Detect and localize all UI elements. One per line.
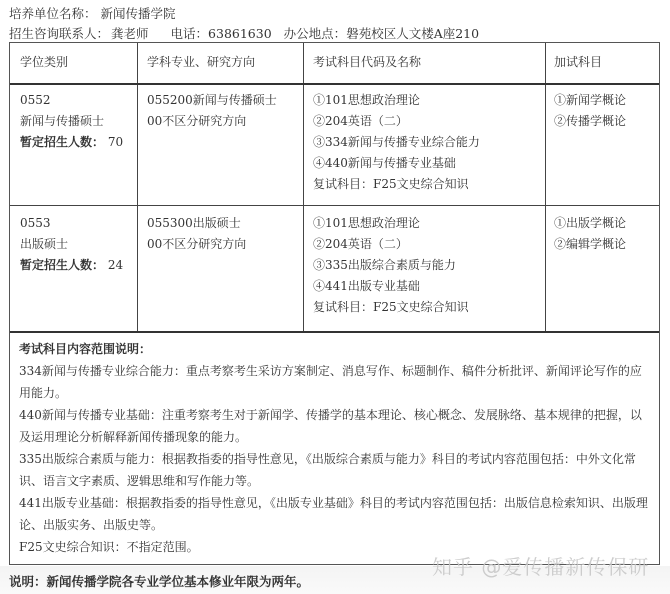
- row-divider: [10, 331, 659, 333]
- table-row-exams-cell: [313, 213, 469, 318]
- table-row-extra-cell: [554, 213, 626, 255]
- exam-subject: ①101思想政治理论: [313, 93, 420, 107]
- exam-subject: ③335出版综合素质与能力: [313, 258, 456, 272]
- degree-name: 新闻与传播硕士: [20, 114, 105, 128]
- retest-value: F25文史综合知识: [373, 300, 469, 314]
- office-label: 办公地点：: [283, 26, 347, 41]
- col-header-degree-type: 学位类别: [20, 55, 69, 69]
- note-item: 440新闻与传播专业基础：注重考察考生对于新闻学、传播学的基本理论、核心概念、发展脉络、基本规律的把握，以及运用理论分析解释新闻传播现象的能力。: [19, 408, 642, 444]
- exam-subject: ②204英语（二）: [313, 237, 408, 251]
- major-name: 055300出版硕士: [147, 216, 241, 230]
- quota-line: [20, 132, 123, 153]
- col-header-extra-subjects: 加试科目: [554, 55, 603, 69]
- extra-subject: ①新闻学概论: [554, 93, 627, 107]
- column-divider: [137, 43, 138, 332]
- table-row-major-cell: [147, 213, 246, 255]
- research-direction: 00不区分研究方向: [147, 237, 247, 251]
- degree-code: 0553: [20, 216, 51, 230]
- major-name: 055200新闻与传播硕士: [147, 93, 277, 107]
- exam-subject: ④441出版专业基础: [313, 279, 420, 293]
- quota-line: [20, 255, 123, 276]
- zhihu-watermark: 知乎 @爱传播新传保研: [432, 555, 650, 579]
- office-value: 磐苑校区人文楼A座210: [346, 26, 480, 41]
- research-direction: 00不区分研究方向: [147, 114, 247, 128]
- retest-line: [313, 297, 469, 318]
- retest-line: [313, 174, 480, 195]
- col-header-exam-subjects: 考试科目代码及名称: [313, 55, 422, 69]
- note-item: 441出版专业基础：根据教指委的指导性意见，《出版专业基础》科目的考试内容范围包括：出版信息检索知识、出版理论、出版实务、出版史等。: [19, 496, 648, 532]
- contact-label: 招生咨询联系人：: [9, 26, 110, 41]
- contact-line: [9, 24, 489, 42]
- footer-note: 说明：新闻传播学院各专业学位基本修业年限为两年。: [9, 574, 310, 589]
- col-header-major: 学科专业、研究方向: [147, 55, 256, 69]
- notes-title: 考试科目内容范围说明：: [19, 342, 152, 356]
- table-row-exams-cell: [313, 90, 480, 195]
- row-divider: [10, 205, 659, 206]
- quota-label: 暂定招生人数：: [20, 135, 105, 149]
- extra-subject: ②编辑学概论: [554, 237, 627, 251]
- contact-value: 龚老师: [111, 26, 149, 41]
- degree-name: 出版硕士: [20, 237, 69, 251]
- row-divider: [10, 83, 659, 85]
- column-divider: [303, 43, 304, 332]
- quota-label: 暂定招生人数：: [20, 258, 105, 272]
- note-item: 334新闻与传播专业综合能力：重点考察考生采访方案制定、消息写作、标题制作、稿件分析批评、新闻评论写作的应用能力。: [19, 364, 642, 400]
- table-row-extra-cell: [554, 90, 626, 132]
- exam-subject: ④440新闻与传播专业基础: [313, 156, 456, 170]
- table-row-major-cell: [147, 90, 277, 132]
- phone-label: 电话：: [170, 26, 209, 41]
- phone-value: 63861630: [208, 26, 272, 41]
- unit-label: 培养单位名称：: [9, 6, 97, 21]
- retest-label: 复试科目：: [313, 177, 374, 191]
- exam-subject: ③334新闻与传播专业综合能力: [313, 135, 480, 149]
- column-divider: [545, 43, 546, 332]
- retest-label: 复试科目：: [313, 300, 374, 314]
- exam-subject: ②204英语（二）: [313, 114, 408, 128]
- exam-subject: ①101思想政治理论: [313, 216, 420, 230]
- exam-scope-notes: [19, 338, 649, 558]
- degree-code: 0552: [20, 93, 51, 107]
- training-unit-line: [9, 4, 176, 22]
- quota-value: 24: [107, 258, 124, 272]
- extra-subject: ①出版学概论: [554, 216, 627, 230]
- table-row-degree-cell: [20, 90, 123, 153]
- retest-value: F25文史综合知识: [373, 177, 469, 191]
- note-item: F25文史综合知识：不指定范围。: [19, 540, 199, 554]
- extra-subject: ②传播学概论: [554, 114, 627, 128]
- unit-value: 新闻传播学院: [100, 6, 176, 21]
- table-row-degree-cell: [20, 213, 123, 276]
- admissions-table: [9, 42, 660, 565]
- quota-value: 70: [107, 135, 124, 149]
- note-item: 335出版综合素质与能力：根据教指委的指导性意见，《出版综合素质与能力》科目的考试内容范围包括：中外文化常识、语言文字素质、逻辑思维和写作能力等。: [19, 452, 636, 488]
